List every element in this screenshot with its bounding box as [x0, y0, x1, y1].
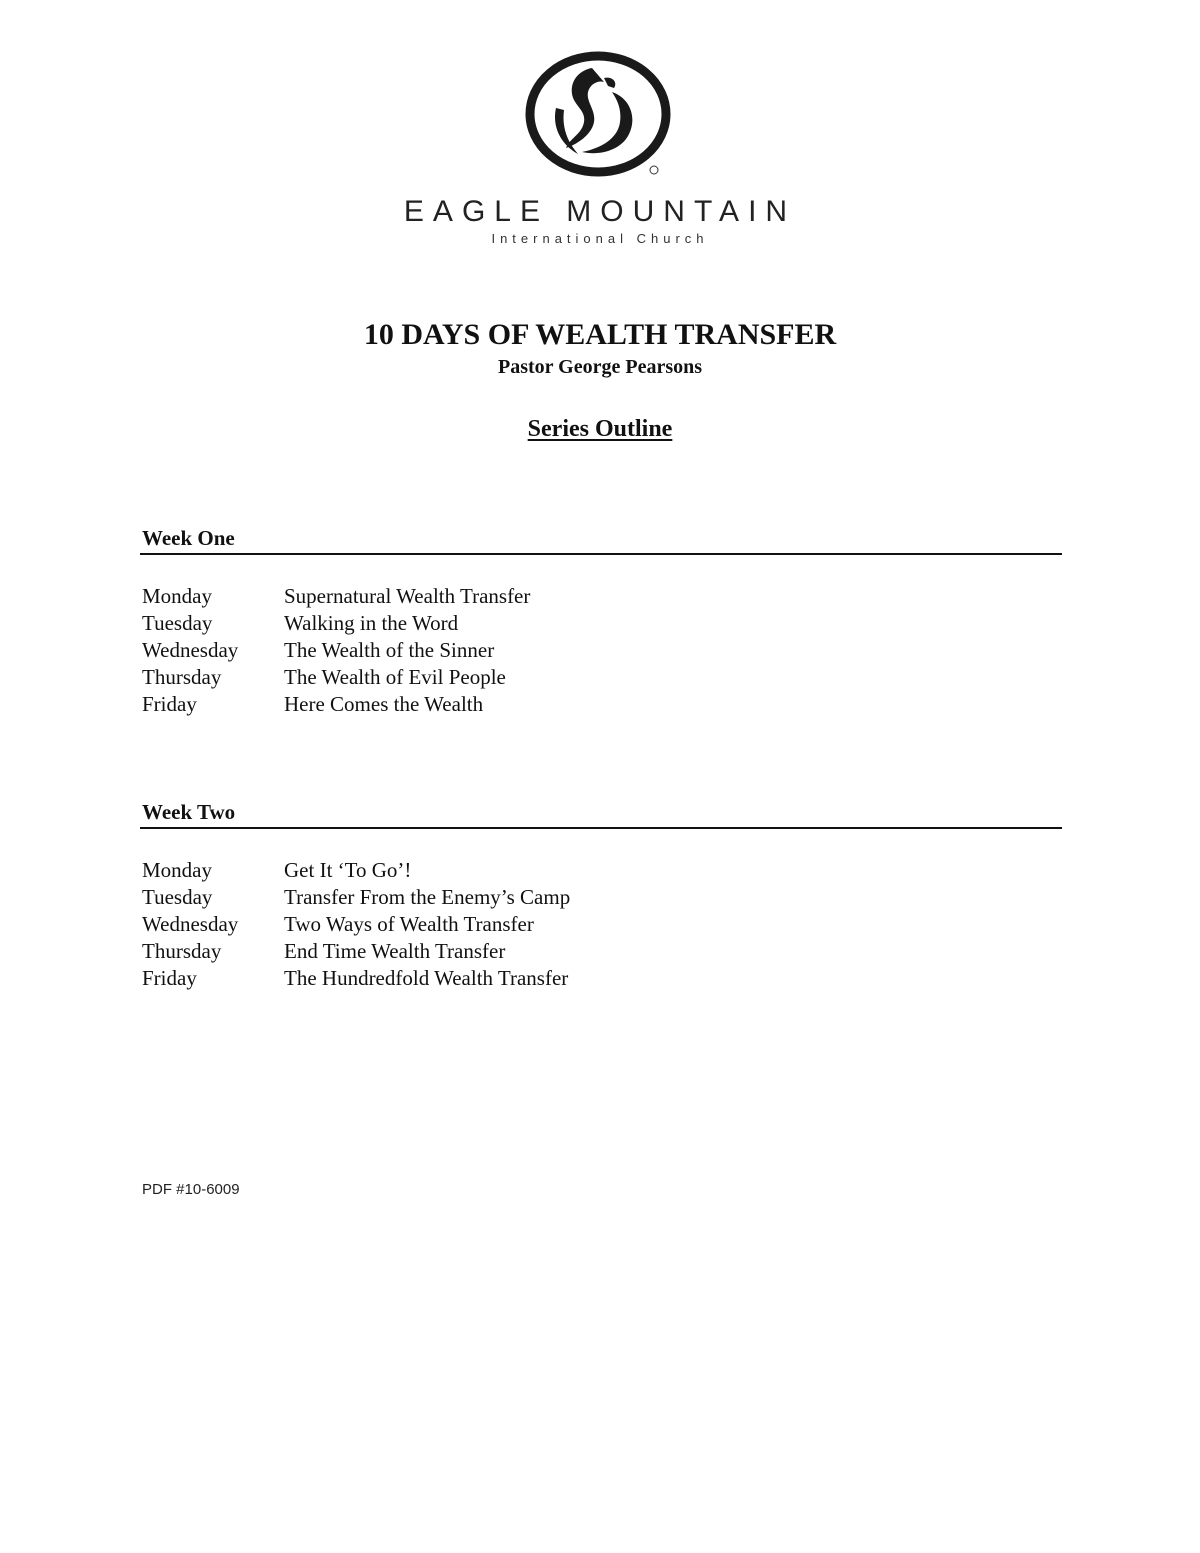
- day-label: Friday: [142, 966, 197, 990]
- topic-label: Two Ways of Wealth Transfer: [284, 912, 534, 936]
- document-author: Pastor George Pearsons: [497, 356, 703, 378]
- day-label: Thursday: [142, 939, 222, 963]
- day-label: Monday: [142, 584, 212, 608]
- week-one-day-list: [140, 583, 1062, 718]
- week-two-day-list: [140, 857, 1062, 992]
- brand-subtitle: International Church: [491, 231, 709, 246]
- topic-label: Get It ‘To Go’!: [284, 858, 412, 882]
- list-item: [140, 938, 1062, 965]
- list-item: [140, 965, 1062, 992]
- day-label: Wednesday: [142, 912, 239, 936]
- list-item: [140, 911, 1062, 938]
- week-title: Week Two: [140, 798, 1062, 829]
- day-label: Tuesday: [142, 611, 213, 635]
- topic-label: Transfer From the Enemy’s Camp: [284, 885, 571, 909]
- day-label: Tuesday: [142, 885, 213, 909]
- topic-label: The Wealth of Evil People: [284, 665, 506, 689]
- week-title: Week One: [140, 524, 1062, 555]
- list-item: [140, 664, 1062, 691]
- document-code: PDF #10-6009: [142, 1181, 240, 1198]
- eagle-circle-logo-icon: [500, 48, 700, 188]
- list-item: [140, 637, 1062, 664]
- day-label: Wednesday: [142, 638, 239, 662]
- week-two-section: [140, 798, 1062, 992]
- topic-label: The Hundredfold Wealth Transfer: [284, 966, 569, 990]
- series-outline-heading: Series Outline: [527, 416, 673, 442]
- day-label: Friday: [142, 692, 197, 716]
- topic-label: Supernatural Wealth Transfer: [284, 584, 531, 608]
- list-item: [140, 691, 1062, 718]
- topic-label: The Wealth of the Sinner: [284, 638, 495, 662]
- list-item: [140, 884, 1062, 911]
- document-title: 10 DAYS OF WEALTH TRANSFER: [363, 318, 837, 351]
- day-label: Thursday: [142, 665, 222, 689]
- topic-label: Here Comes the Wealth: [284, 692, 484, 716]
- topic-label: Walking in the Word: [284, 611, 459, 635]
- list-item: [140, 583, 1062, 610]
- week-one-section: [140, 524, 1062, 718]
- topic-label: End Time Wealth Transfer: [284, 939, 506, 963]
- list-item: [140, 610, 1062, 637]
- brand-name: EAGLE MOUNTAIN: [403, 195, 797, 228]
- day-label: Monday: [142, 858, 212, 882]
- list-item: [140, 857, 1062, 884]
